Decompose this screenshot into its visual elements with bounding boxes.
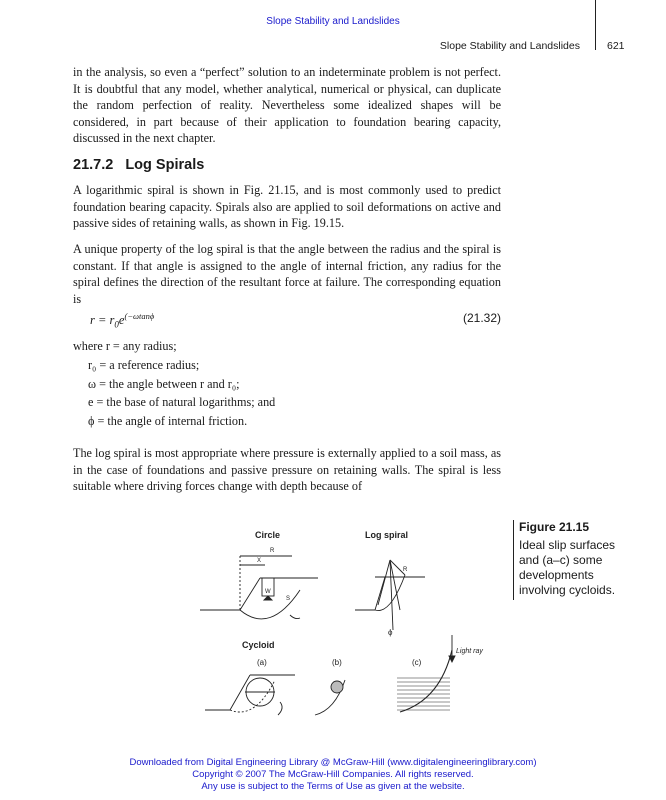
s-label: S bbox=[286, 596, 291, 602]
header-rule bbox=[595, 0, 596, 50]
sub-a-label: (a) bbox=[257, 658, 267, 667]
running-head: Slope Stability and Landslides bbox=[439, 40, 580, 52]
light-ray-label: Light ray bbox=[456, 648, 483, 655]
circle-label: Circle bbox=[255, 530, 281, 540]
section-title: Log Spirals bbox=[125, 157, 205, 173]
section-number: 21.7.2 bbox=[73, 157, 114, 173]
log-r-label: R bbox=[403, 567, 408, 573]
figure-caption: Ideal slip surfaces and (a–c) some developments involving cycloids. bbox=[519, 538, 616, 597]
page-number: 621 bbox=[607, 40, 625, 52]
where-item: r₀ = a reference radius; bbox=[88, 357, 200, 372]
where-item: e = the base of natural logarithms; and bbox=[88, 395, 276, 410]
top-link[interactable]: Slope Stability and Landslides bbox=[266, 16, 400, 27]
x-label: X bbox=[257, 558, 262, 564]
footer-terms[interactable]: Any use is subject to the Terms of Use as given at the website. bbox=[201, 781, 465, 792]
footer-download-link[interactable]: Downloaded from Digital Engineering Library @ McGraw-Hill (www.digitalengineeringlibrary.com) bbox=[129, 757, 537, 768]
figure-21-15-illustration bbox=[200, 520, 500, 720]
w-label: W bbox=[265, 589, 271, 595]
phi-label: ϕ bbox=[388, 628, 393, 637]
paragraph-intro: in the analysis, so even a “perfect” solution to an indeterminate problem is not perfect. It is doubtful that any model, whether analytical, numerical or physical, can duplicate the random perfection of reality. Nevertheless some idealized shapes will be considered, in part because of their application to foundation bearing capacity, discussed in the next chapter. bbox=[73, 65, 501, 146]
equation-21-32 bbox=[73, 311, 501, 331]
log-spiral-label: Log spiral bbox=[365, 530, 409, 540]
where-intro: where r = any radius; bbox=[73, 339, 177, 353]
sub-c-label: (c) bbox=[412, 658, 422, 667]
sub-b-label: (b) bbox=[332, 658, 342, 667]
figure-label: Figure 21.15 bbox=[519, 520, 590, 534]
section-heading bbox=[73, 157, 204, 173]
where-item: ω = the angle between r and r₀; bbox=[88, 376, 240, 391]
cycloid-label: Cycloid bbox=[242, 640, 275, 650]
r-label: R bbox=[270, 548, 275, 554]
footer-copyright: Copyright © 2007 The McGraw-Hill Companies. All rights reserved. bbox=[192, 769, 474, 780]
equation-expression: $r = r_0e^{(-\omega tan\phi}$ bbox=[90, 311, 155, 330]
figure-caption-rule bbox=[513, 520, 514, 600]
where-item: ϕ = the angle of internal friction. bbox=[88, 414, 248, 429]
where-list bbox=[73, 337, 501, 431]
equation-number: (21.32) bbox=[462, 311, 501, 325]
paragraph-unique-property: A unique property of the log spiral is that the angle between the radius and the spiral is constant. If that angle is assigned to the angle of internal friction, any radius for the spiral defines the direction of the resultant force at failure. The corresponding equation is bbox=[73, 242, 501, 306]
paragraph-appropriate: The log spiral is most appropriate where pressure is externally applied to a soil mass, as in the case of foundations and passive pressure on retaining walls. The spiral is less suitable where driving forces change with depth because of bbox=[73, 446, 501, 494]
paragraph-log-spiral: A logarithmic spiral is shown in Fig. 21.15, and is most commonly used to predict foundation bearing capacity. Spirals also are applied to soil deformations on active and passive sides of retaining walls, as shown in Fig. 19.15. bbox=[73, 183, 501, 231]
